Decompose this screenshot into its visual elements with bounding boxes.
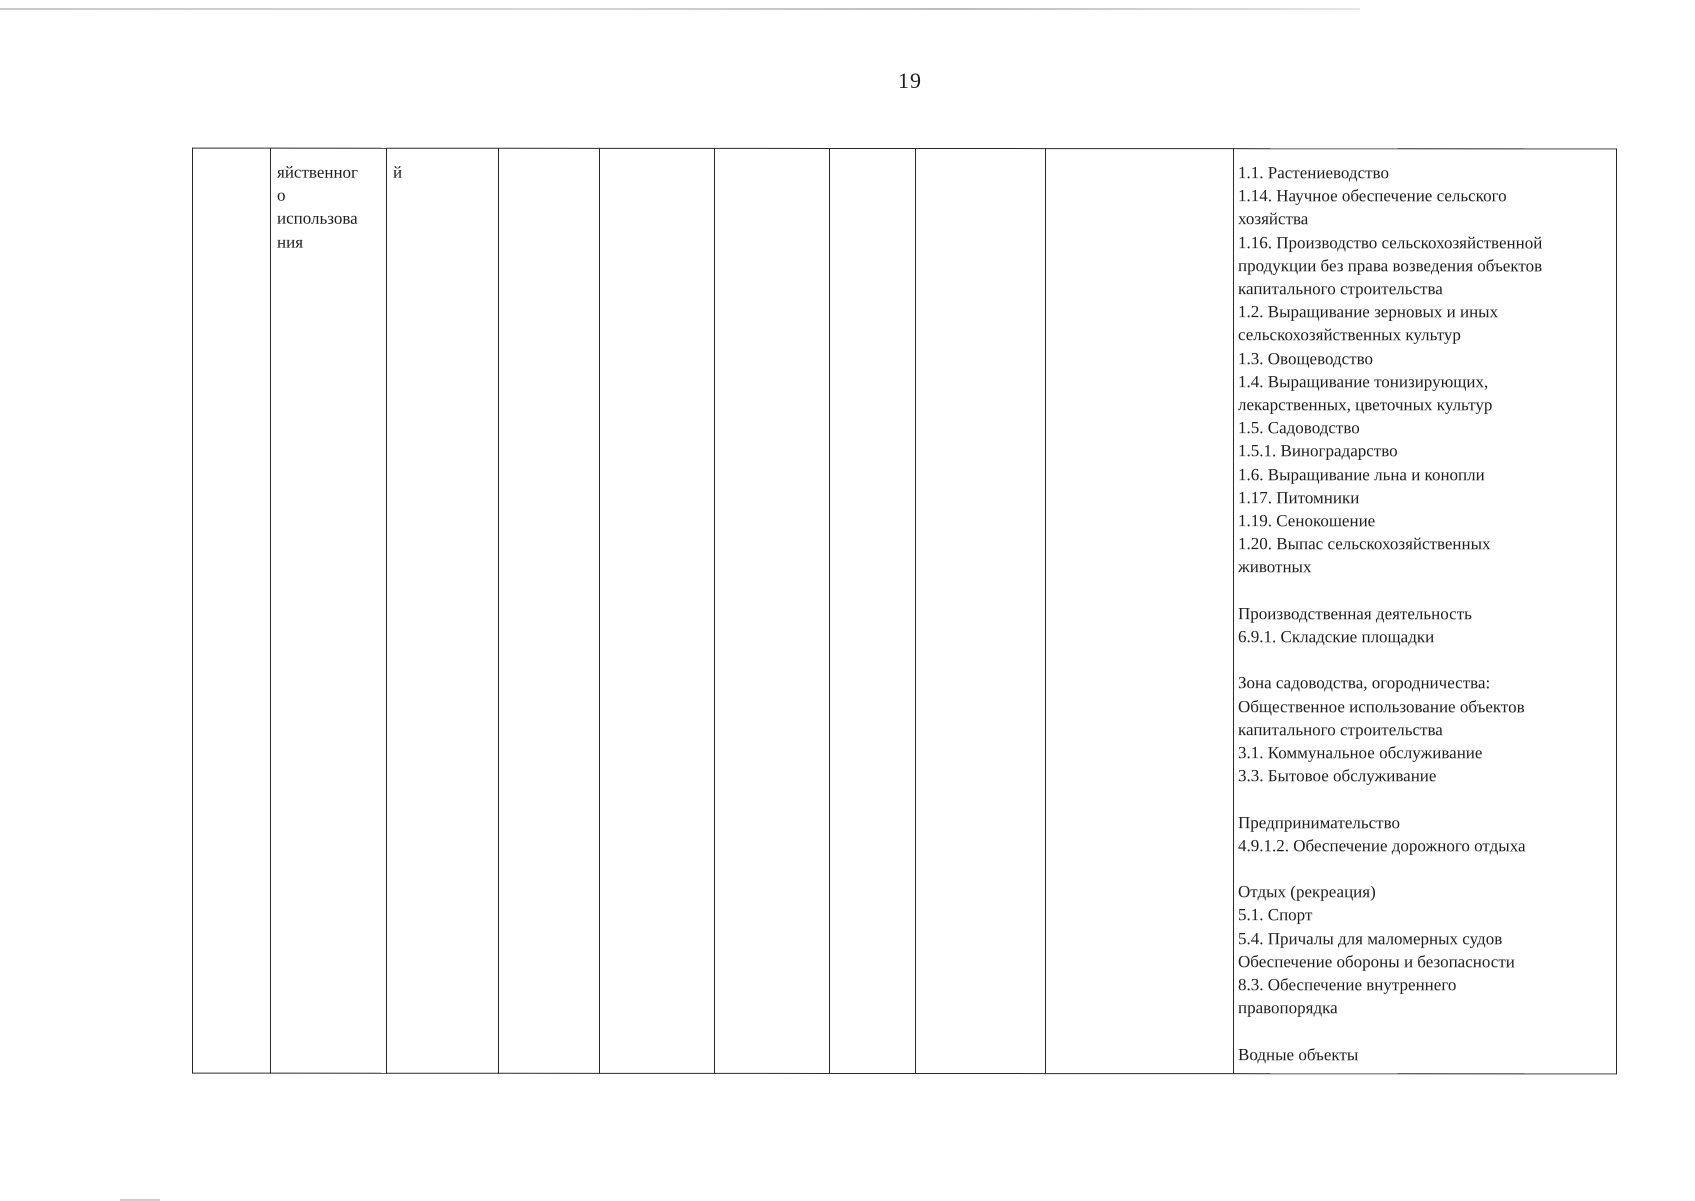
list-item: 1.2. Выращивание зерновых и иных [1238,302,1499,322]
table-cell-empty [600,148,715,1073]
scan-artifact-top [0,8,1360,10]
list-item: капитального строительства [1238,279,1443,299]
list-gap [1238,857,1610,880]
list-item: Отдых (рекреация) [1238,882,1376,902]
list-item: 1.20. Выпас сельскохозяйственных [1238,534,1491,554]
table-cell-empty [916,149,1046,1074]
page-number: 19 [898,68,922,93]
list-item: животных [1238,557,1312,577]
table-cell-empty [715,148,830,1073]
list-gap [1238,648,1610,671]
table-cell-zone-type [387,148,499,1073]
list-item: 1.6. Выращивание льна и конопли [1238,464,1485,484]
list-item: 1.19. Сенокошение [1238,511,1376,531]
list-item: Зона садоводства, огородничества: [1238,673,1491,693]
list-item: лекарственных, цветочных культур [1238,395,1493,415]
list-item: Предпринимательство [1238,812,1400,832]
list-item: 1.3. Овощеводство [1238,348,1374,368]
list-item: 3.3. Бытовое обслуживание [1238,766,1437,786]
zone-name-fragment: яйственног о использова ния [277,162,359,252]
list-gap [1238,579,1610,602]
list-item: 1.5.1. Виноградарство [1238,441,1398,461]
list-item: Производственная деятельность [1238,604,1472,624]
table-cell-permitted-uses [1234,149,1617,1074]
land-use-table [192,148,1617,1075]
list-item: продукции без права возведения объектов [1238,255,1543,276]
table-cell-zone-name [271,148,387,1073]
table-cell-empty [499,148,600,1073]
list-item: правопорядка [1238,998,1338,1018]
list-item: 1.4. Выращивание тонизирующих, [1238,372,1489,392]
list-item: 1.14. Научное обеспечение сельского [1238,186,1507,206]
list-item: Общественное использование объектов [1238,696,1525,716]
list-gap [1238,788,1610,811]
list-item: 1.1. Растениеводство [1238,163,1389,183]
list-item: 1.16. Производство сельскохозяйственной [1238,232,1543,252]
list-item: 6.9.1. Складские площадки [1238,627,1435,647]
zone-type-fragment: й [393,162,403,182]
list-item: 4.9.1.2. Обеспечение дорожного отдыха [1238,836,1526,856]
list-item: 3.1. Коммунальное обслуживание [1238,743,1483,763]
list-gap [1238,1020,1610,1043]
table-cell-empty [1046,149,1234,1074]
table-cell-number [193,148,271,1073]
table-cell-empty [830,148,916,1073]
list-item: 8.3. Обеспечение внутреннего [1238,975,1457,995]
list-item: 1.5. Садоводство [1238,418,1360,438]
list-item: Водные объекты [1238,1044,1359,1064]
list-item: 5.1. Спорт [1238,905,1313,925]
list-item: хозяйства [1238,209,1309,229]
permitted-uses-list [1238,161,1610,1066]
list-item: сельскохозяйственных культур [1238,325,1461,345]
list-item: 1.17. Питомники [1238,488,1360,508]
table-row [193,148,1617,1074]
list-item: Обеспечение обороны и безопасности [1238,952,1515,972]
list-item: капитального строительства [1238,720,1443,740]
list-item: 5.4. Причалы для маломерных судов [1238,928,1503,948]
